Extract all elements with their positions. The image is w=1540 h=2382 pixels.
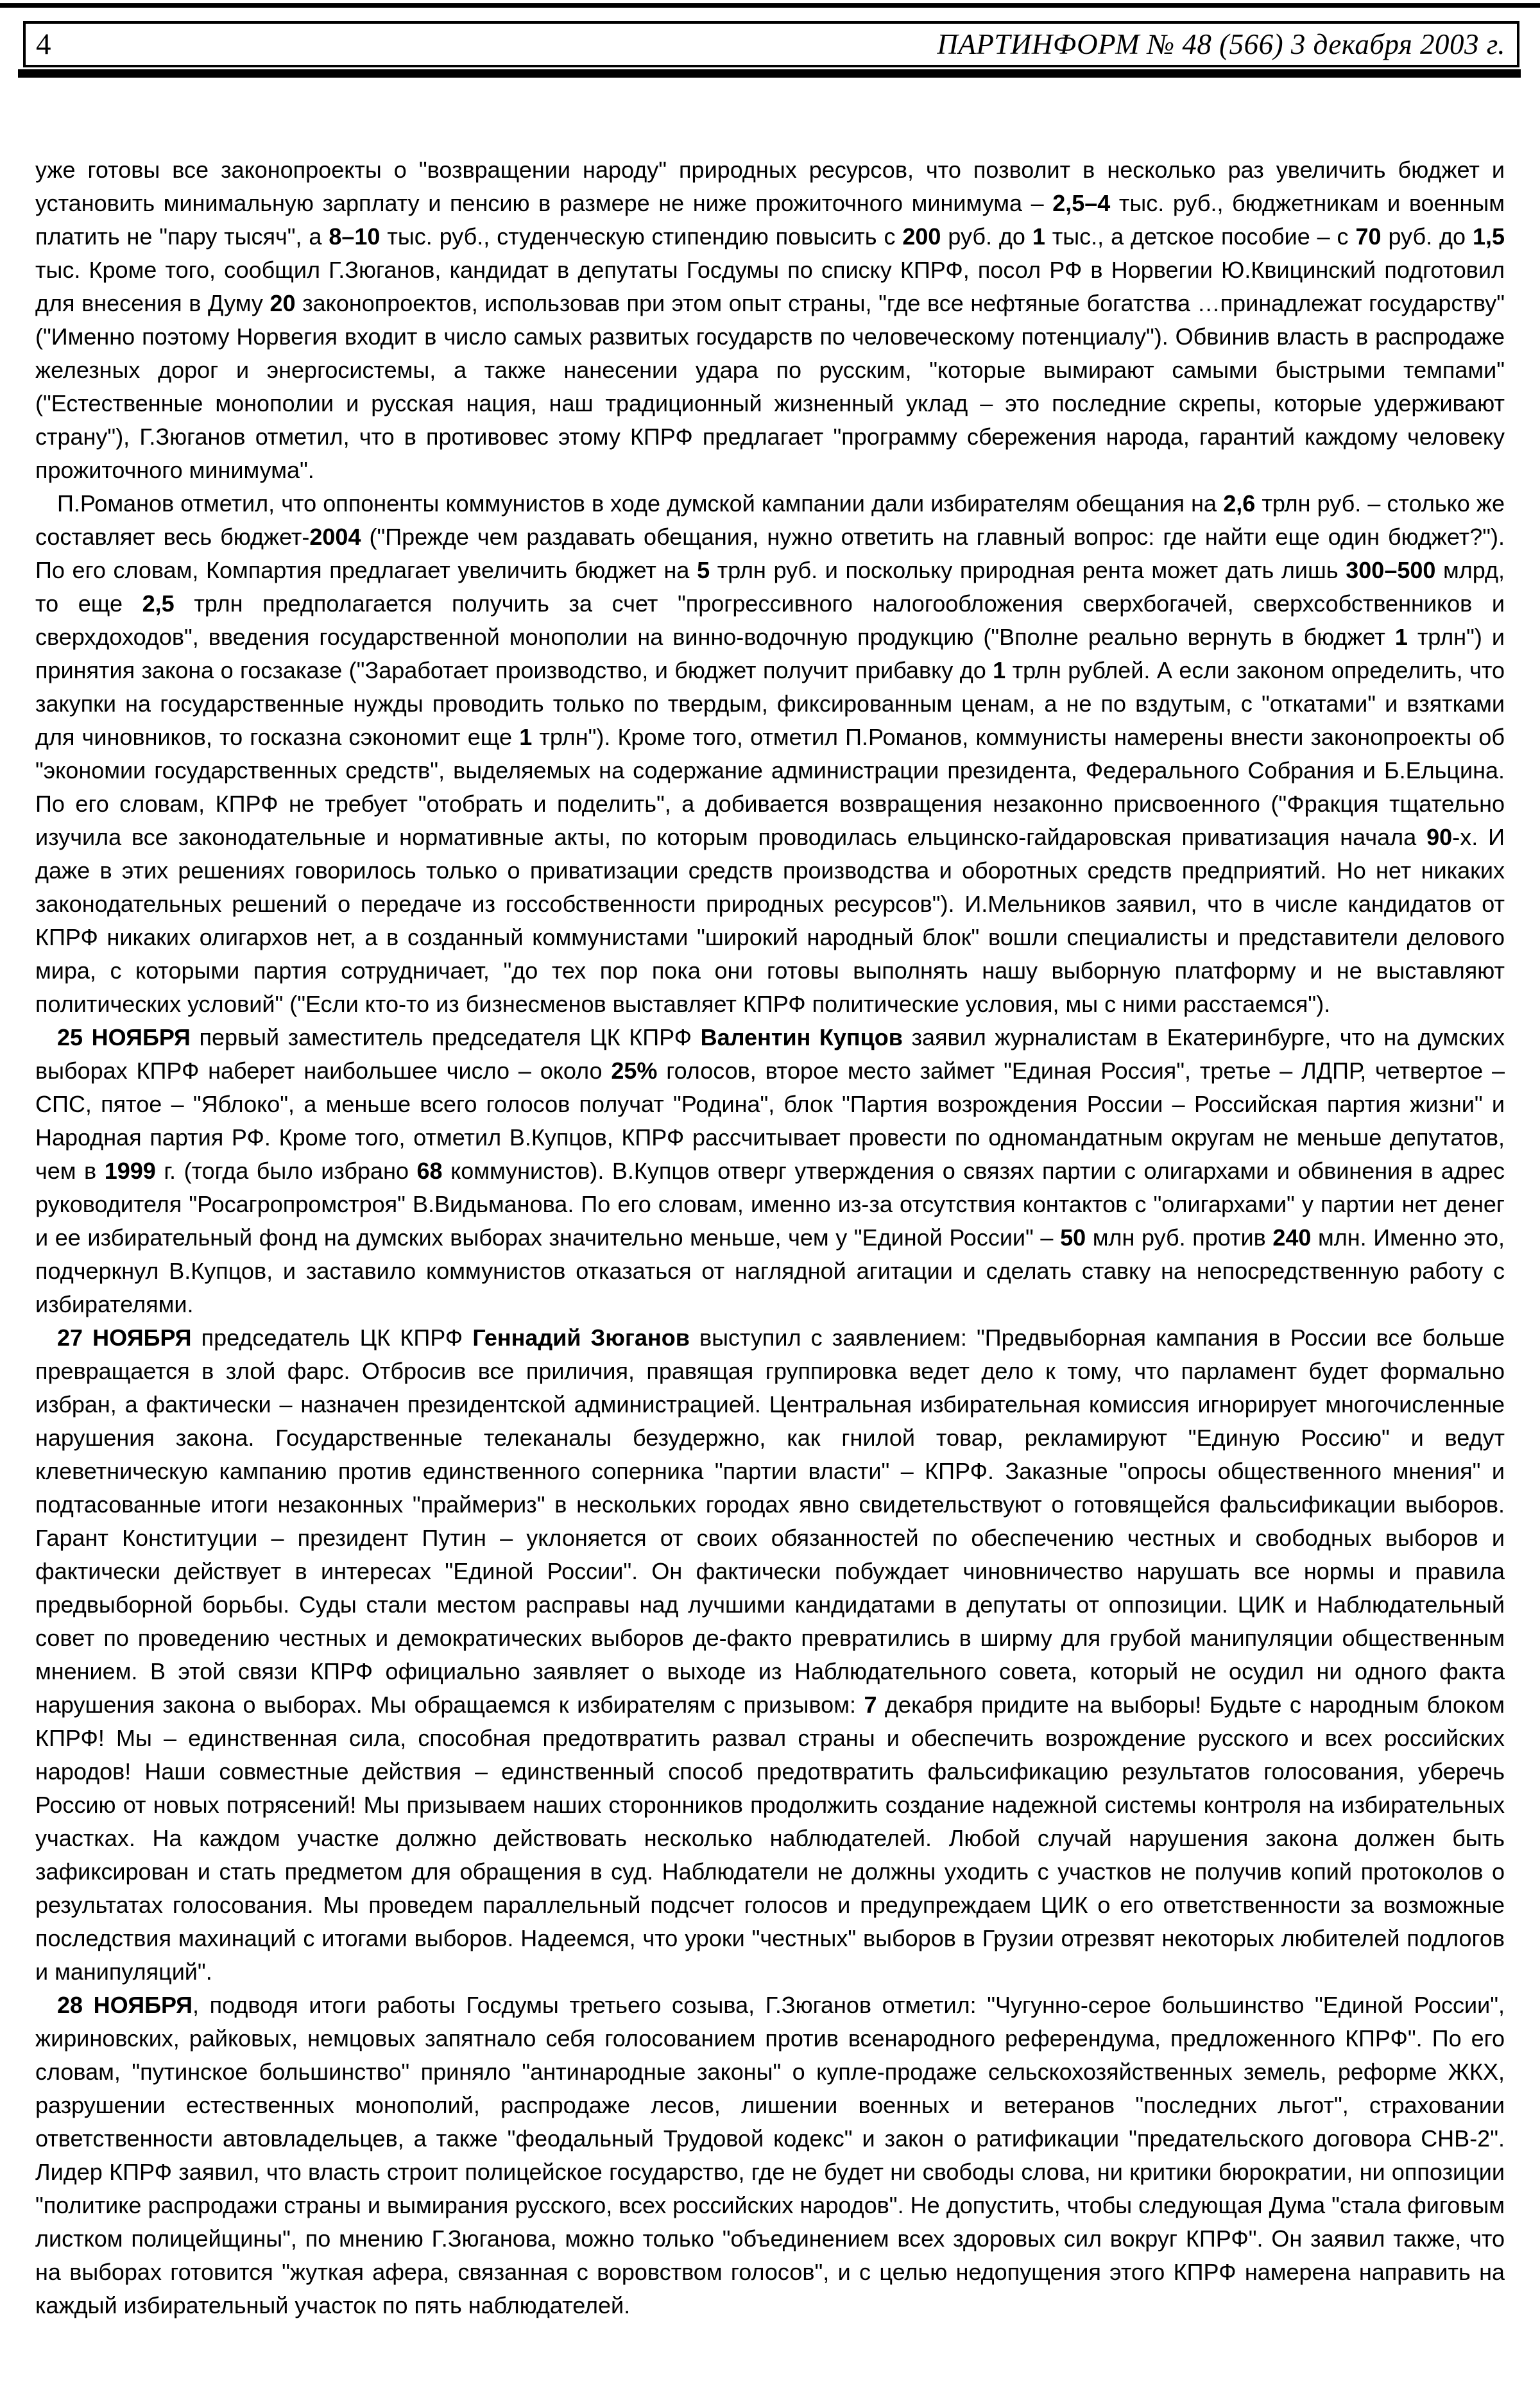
top-rule: [0, 3, 1540, 8]
paragraph: 25 НОЯБРЯ первый заместитель председателя ЦК КПРФ Валентин Купцов заявил журналистам в Екатеринбурге, что на думских выборах КПРФ наберет наибольшее число – около 25% голосов, второе место займет "Единая Россия", третье – ЛДПР, четвертое – СПС, пятое – "Яблоко", а меньше всего голосов получат "Родина", блок "Партия возрождения России – Российская партия жизни" и Народная партия РФ. Кроме того, отметил В.Купцов, КПРФ рассчитывает провести по одномандатным округам не меньше депутатов, чем в 1999 г. (тогда было избрано 68 коммунистов). В.Купцов отверг утверждения о связях партии с олигархами и обвинения в адрес руководителя "Росагропромстроя" В.Видьманова. По его словам, именно из-за отсутствия контактов с "олигархами" у партии нет денег и ее избирательный фонд на думских выборах значительно меньше, чем у "Единой России" – 50 млн руб. против 240 млн. Именно это, подчеркнул В.Купцов, и заставило коммунистов отказаться от наглядной агитации и сделать ставку на непосредственную работу с избирателями.: [35, 1024, 1505, 1317]
page-number: 4: [36, 27, 51, 61]
page-header: [23, 21, 1519, 67]
paragraph: 28 НОЯБРЯ, подводя итоги работы Госдумы третьего созыва, Г.Зюганов отметил: "Чугунно-серое большинство "Единой России", жириновских, райковых, немцовых запятнало себя голосованием против всенародного референдума, предложенного КПРФ". По его словам, "путинское большинство" приняло "антинародные законы" о купле-продаже сельскохозяйственных земель, реформе ЖКХ, разрушении естественных монополий, распродаже лесов, лишении военных и ветеранов "последних льгот", страховании ответственности автовладельцев, а также "феодальный Трудовой кодекс" и закон о ратификации "предательского договора СНВ-2". Лидер КПРФ заявил, что власть строит полицейское государство, где не будет ни свободы слова, ни критики бюрократии, ни оппозиции "политике распродажи страны и вымирания русского, всех российских народов". Не допустить, чтобы следующая Дума "стала фиговым листком полицейщины", по мнению Г.Зюганова, можно только "объединением всех здоровых сил вокруг КПРФ". Он заявил также, что на выборах готовится "жуткая афера, связанная с воровством голосов", и с целью недопущения этого КПРФ намерена направить на каждый избирательный участок по пять наблюдателей.: [35, 1992, 1505, 2318]
paragraph: уже готовы все законопроекты о "возвращении народу" природных ресурсов, что позволит в несколько раз увеличить бюджет и установить минимальную зарплату и пенсию в размере не ниже прожиточного минимума – 2,5–4 тыс. руб., бюджетникам и военным платить не "пару тысяч", а 8–10 тыс. руб., студенческую стипендию повысить с 200 руб. до 1 тыс., а детское пособие – с 70 руб. до 1,5 тыс. Кроме того, сообщил Г.Зюганов, кандидат в депутаты Госдумы по списку КПРФ, посол РФ в Норвегии Ю.Квицинский подготовил для внесения в Думу 20 законопроектов, использовав при этом опыт страны, "где все нефтяные богатства …принадлежат государству" ("Именно поэтому Норвегия входит в число самых развитых государств по человеческому потенциалу"). Обвинив власть в распродаже железных дорог и энергосистемы, а также нанесении удара по русским, "которые вымирают самыми быстрыми темпами" ("Естественные монополии и русская нация, наш традиционный жизненный уклад – это последние скрепы, которые удерживают страну"), Г.Зюганов отметил, что в противовес этому КПРФ предлагает "программу сбережения народа, гарантий каждому человеку прожиточного минимума".: [35, 157, 1505, 483]
paragraph: 27 НОЯБРЯ председатель ЦК КПРФ Геннадий Зюганов выступил с заявлением: "Предвыборная кампания в России все больше превращается в злой фарс. Отбросив все приличия, правящая группировка ведет дело к тому, что парламент будет формально избран, а фактически – назначен президентской администрацией. Центральная избирательная комиссия игнорирует многочисленные нарушения закона. Государственные телеканалы безудержно, как гнилой товар, рекламируют "Единую Россию" и ведут клеветническую кампанию против единственного соперника "партии власти" – КПРФ. Заказные "опросы общественного мнения" и подтасованные итоги незаконных "праймериз" в нескольких городах явно свидетельствуют о готовящейся фальсификации выборов. Гарант Конституции – президент Путин – уклоняется от своих обязанностей по обеспечению честных и свободных выборов и фактически действует в интересах "Единой России". Он фактически побуждает чиновничество нарушать все нормы и правила предвыборной борьбы. Суды стали местом расправы над лучшими кандидатами в депутаты от оппозиции. ЦИК и Наблюдательный совет по проведению честных и демократических выборов де-факто превратились в ширму для грубой манипуляции общественным мнением. В этой связи КПРФ официально заявляет о выходе из Наблюдательного совета, который не осудил ни одного факта нарушения закона о выборах. Мы обращаемся к избирателям с призывом: 7 декабря придите на выборы! Будьте с народным блоком КПРФ! Мы – единственная сила, способная предотвратить развал страны и обеспечить возрождение русского и всех российских народов! Наши совместные действия – единственный способ предотвратить фальсификацию результатов голосования, уберечь Россию от новых потрясений! Мы призываем наших сторонников продолжить создание надежной системы контроля на избирательных участках. На каждом участке должно действовать несколько наблюдателей. Любой случай нарушения закона должен быть зафиксирован и стать предметом для обращения в суд. Наблюдатели не должны уходить с участков не получив копий протоколов о результатах голосования. Мы проведем параллельный подсчет голосов и предупреждаем ЦИК о его ответственности за возможные последствия махинаций с итогами выборов. Надеемся, что уроки "честных" выборов в Грузии отрезвят некоторых любителей подлогов и манипуляций".: [35, 1324, 1505, 1985]
article-body: [35, 153, 1505, 2322]
paragraph: П.Романов отметил, что оппоненты коммунистов в ходе думской кампании дали избирателям обещания на 2,6 трлн руб. – столько же составляет весь бюджет-2004 ("Прежде чем раздавать обещания, нужно ответить на главный вопрос: где найти еще один бюджет?"). По его словам, Компартия предлагает увеличить бюджет на 5 трлн руб. и поскольку природная рента может дать лишь 300–500 млрд, то еще 2,5 трлн предполагается получить за счет "прогрессивного налогообложения сверхбогачей, сверхсобственников и сверхдоходов", введения государственной монополии на винно-водочную продукцию ("Вполне реально вернуть в бюджет 1 трлн") и принятия закона о госзаказе ("Заработает производство, и бюджет получит прибавку до 1 трлн рублей. А если законом определить, что закупки на государственные нужды проводить только по твердым, фиксированным ценам, а не по вздутым, с "откатами" и взятками для чиновников, то госказна сэкономит еще 1 трлн"). Кроме того, отметил П.Романов, коммунисты намерены внести законопроекты об "экономии государственных средств", выделяемых на содержание администрации президента, Федерального Собрания и Б.Ельцина. По его словам, КПРФ не требует "отобрать и поделить", а добивается возвращения незаконно присвоенного ("Фракция тщательно изучила все законодательные и нормативные акты, по которым проводилась ельцинско-гайдаровская приватизация начала 90-х. И даже в этих решениях говорилось только о приватизации средств производства и оборотных средств предприятий. Но нет никаких законодательных решений о передаче из госсобственности природных ресурсов"). И.Мельников заявил, что в числе кандидатов от КПРФ никаких олигархов нет, а в созданный коммунистами "широкий народный блок" вошли специалисты и представители делового мира, с которыми партия сотрудничает, "до тех пор пока они готовы выполнять нашу выборную платформу и не выставляют политических условий" ("Если кто-то из бизнесменов выставляет КПРФ политические условия, мы с ними расстаемся").: [35, 490, 1505, 1017]
journal-title: ПАРТИНФОРМ № 48 (566) 3 декабря 2003 г.: [937, 28, 1505, 60]
header-bottom-rule: [18, 69, 1521, 78]
